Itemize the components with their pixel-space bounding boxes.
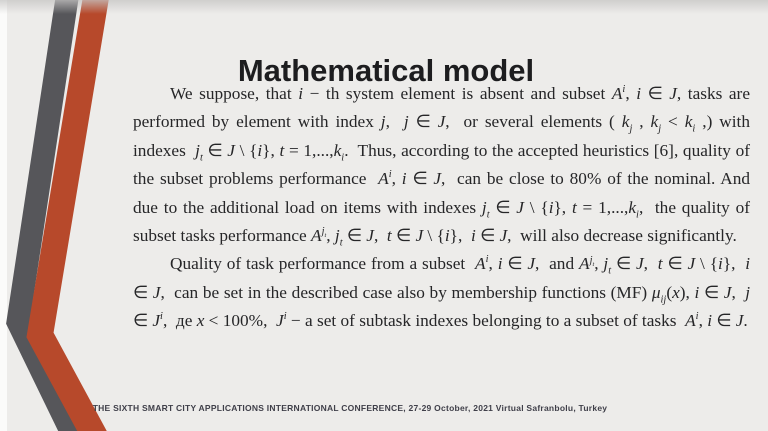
footer [0, 403, 700, 413]
footer-date-location: 27-29 October, 2021 Virtual Safranbolu, Turkey [408, 403, 608, 413]
page-title: Mathematical model [237, 52, 535, 88]
body-paragraph: We suppose, that i − th system element is absent and subset $A^i$, i ∈ J, tasks are performed by element with index j, j ∈ J, or several elements ( $k_j$ , $k_j < k_i$ ,) with indexes $j_t$ ∈ J \ {i}, $t = 1,...,k_i$. Thus, according to the accepted heuristics [6], quality of the subset problems performance $A^i$, i ∈ J, can be close to 80% of the nominal. And due to the additional load on items with indexes $j_t$ ∈ J \ {i}, $t = 1,...,k_i$, the quality of subset tasks performance $A^{j_t}$, $j_t$ ∈ J, t ∈ J \ {i}, i ∈ J, will also decrease significantly. [133, 84, 751, 249]
footer-conference-name: THE SIXTH SMART CITY APPLICATIONS INTERNATIONAL CONFERENCE, [92, 403, 406, 413]
slide-body [133, 80, 750, 336]
body-paragraph: Quality of task performance from a subset $A^i$, i ∈ J, and $A^{j_t}$, $j_t$ ∈ J, t ∈ J \ {i}, i ∈ J, can be set in the described case also by membership functions (MF) $\mu_{ij}(x)$, i ∈ J, j ∈ $J^i$, де x < 100%, $J^i - a$ set of subtask indexes belonging to a subset of tasks $A^i$, i ∈ J. [133, 254, 751, 331]
